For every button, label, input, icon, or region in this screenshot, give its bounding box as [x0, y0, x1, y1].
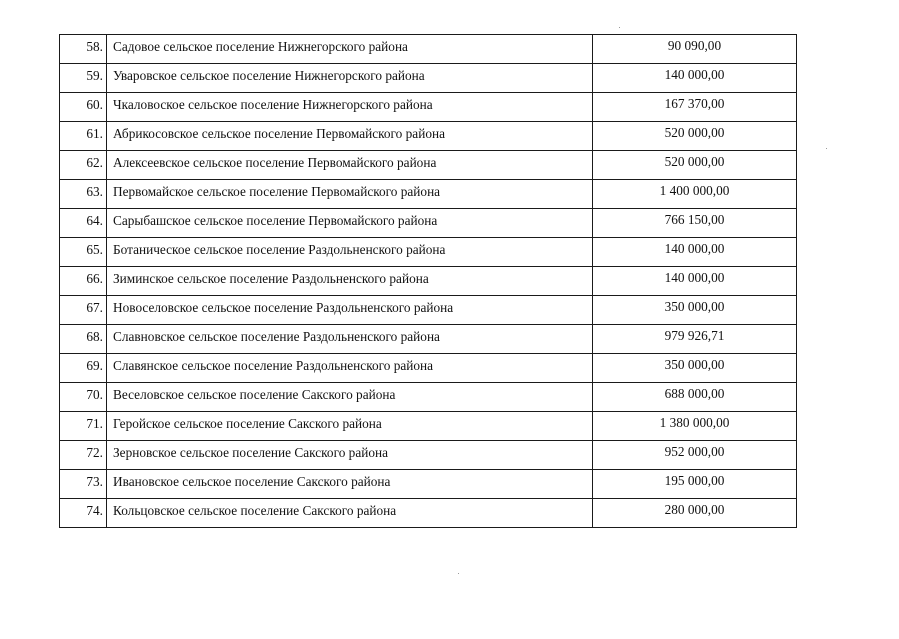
amount-value: 350 000,00	[593, 354, 797, 383]
row-number: 72.	[60, 441, 107, 470]
amount-value: 688 000,00	[593, 383, 797, 412]
scan-speck	[826, 148, 827, 149]
table-row	[60, 296, 797, 325]
table-row	[60, 122, 797, 151]
row-number: 71.	[60, 412, 107, 441]
amount-value: 140 000,00	[593, 267, 797, 296]
amount-value: 90 090,00	[593, 35, 797, 64]
row-number: 67.	[60, 296, 107, 325]
table-row	[60, 209, 797, 238]
settlement-name: Абрикосовское сельское поселение Первомайского района	[107, 122, 593, 151]
settlement-name: Ботаническое сельское поселение Раздольненского района	[107, 238, 593, 267]
table-row	[60, 412, 797, 441]
settlement-name: Чкаловоское сельское поселение Нижнегорского района	[107, 93, 593, 122]
table-row	[60, 151, 797, 180]
amount-value: 766 150,00	[593, 209, 797, 238]
amount-value: 520 000,00	[593, 122, 797, 151]
row-number: 59.	[60, 64, 107, 93]
amount-value: 195 000,00	[593, 470, 797, 499]
scan-speck	[458, 573, 459, 574]
table-row	[60, 383, 797, 412]
row-number: 74.	[60, 499, 107, 528]
budget-table-body	[60, 35, 797, 528]
row-number: 66.	[60, 267, 107, 296]
table-row	[60, 267, 797, 296]
settlement-name: Садовое сельское поселение Нижнегорского района	[107, 35, 593, 64]
settlement-name: Кольцовское сельское поселение Сакского района	[107, 499, 593, 528]
settlement-name: Новоселовское сельское поселение Раздольненского района	[107, 296, 593, 325]
table-row	[60, 354, 797, 383]
row-number: 58.	[60, 35, 107, 64]
amount-value: 350 000,00	[593, 296, 797, 325]
amount-value: 140 000,00	[593, 238, 797, 267]
row-number: 65.	[60, 238, 107, 267]
amount-value: 280 000,00	[593, 499, 797, 528]
row-number: 61.	[60, 122, 107, 151]
table-row	[60, 35, 797, 64]
table-row	[60, 441, 797, 470]
settlement-name: Ивановское сельское поселение Сакского района	[107, 470, 593, 499]
settlement-name: Славновское сельское поселение Раздольненского района	[107, 325, 593, 354]
amount-value: 140 000,00	[593, 64, 797, 93]
table-row	[60, 325, 797, 354]
settlement-name: Первомайское сельское поселение Первомайского района	[107, 180, 593, 209]
row-number: 60.	[60, 93, 107, 122]
table-row	[60, 93, 797, 122]
table-row	[60, 499, 797, 528]
table-row	[60, 238, 797, 267]
settlement-name: Зиминское сельское поселение Раздольненского района	[107, 267, 593, 296]
settlement-name: Зерновское сельское поселение Сакского района	[107, 441, 593, 470]
row-number: 70.	[60, 383, 107, 412]
row-number: 68.	[60, 325, 107, 354]
settlement-name: Сарыбашское сельское поселение Первомайского района	[107, 209, 593, 238]
settlement-name: Веселовское сельское поселение Сакского района	[107, 383, 593, 412]
settlement-name: Уваровское сельское поселение Нижнегорского района	[107, 64, 593, 93]
amount-value: 952 000,00	[593, 441, 797, 470]
amount-value: 979 926,71	[593, 325, 797, 354]
amount-value: 1 380 000,00	[593, 412, 797, 441]
row-number: 64.	[60, 209, 107, 238]
budget-table	[59, 34, 797, 528]
amount-value: 1 400 000,00	[593, 180, 797, 209]
row-number: 73.	[60, 470, 107, 499]
amount-value: 520 000,00	[593, 151, 797, 180]
settlement-name: Славянское сельское поселение Раздольненского района	[107, 354, 593, 383]
settlement-name: Алексеевское сельское поселение Первомайского района	[107, 151, 593, 180]
scan-speck	[619, 27, 620, 28]
row-number: 69.	[60, 354, 107, 383]
table-row	[60, 470, 797, 499]
table-row	[60, 64, 797, 93]
row-number: 62.	[60, 151, 107, 180]
settlement-name: Геройское сельское поселение Сакского района	[107, 412, 593, 441]
amount-value: 167 370,00	[593, 93, 797, 122]
table-row	[60, 180, 797, 209]
row-number: 63.	[60, 180, 107, 209]
